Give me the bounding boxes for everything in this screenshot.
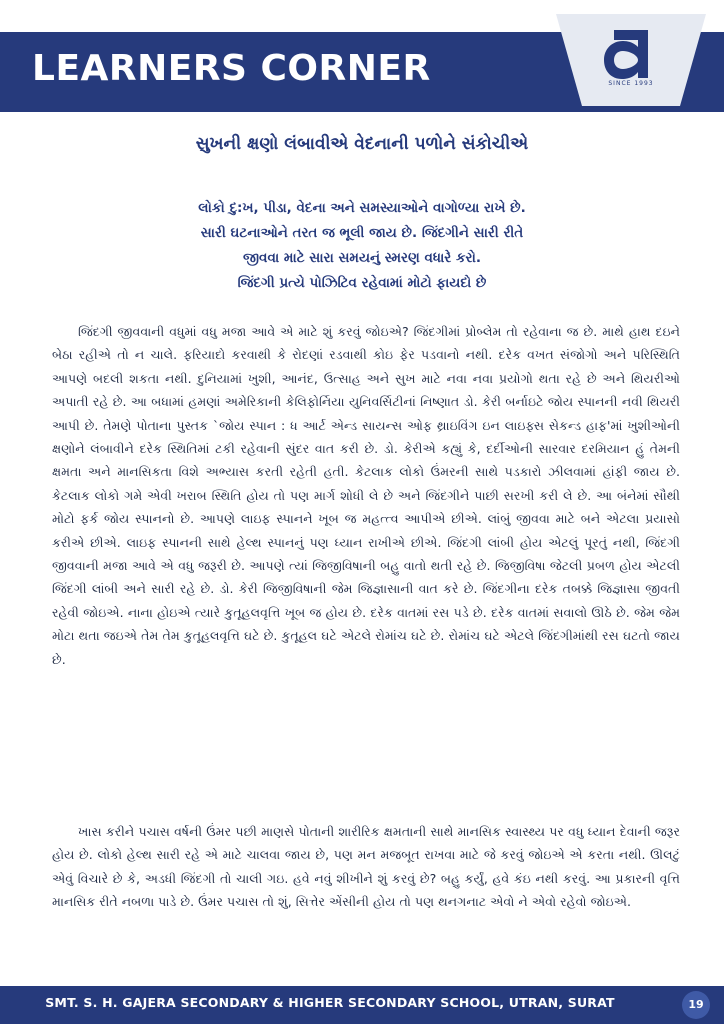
page-header (0, 32, 724, 112)
body-paragraph: ખાસ કરીને પચાસ વર્ષની ઉંમર પછી માણસે પોતાની શારીરિક ક્ષમતાની સાથે માનસિક સ્વાસ્થ્ય પર વધુ ધ્યાન દેવાની જરૂર હોય છે. લોકો હેલ્થ સારી રહે એ માટે ચાલવા જાય છે, પણ મન મજબૂત રાખવા માટે જે કરવું જોઇએ એ કરતા નથી. ઊલટું એવું વિચારે છે કે, અડધી જિંદગી તો ચાલી ગઇ. હવે નવું શીખીને શું કરવું છે? બહુ કર્યું, હવે કંઇ નથી કરવું. આ પ્રકારની વૃત્તિ માનસિક રીતે નબળા પાડે છે. ઉંમર પચાસ તો શું, સિત્તેર એંસીની હોય તો પણ થનગનાટ એવો ને એવો રહેવો જોઇએ. (52, 824, 680, 910)
page-number: 19 (682, 991, 710, 1019)
article-headline: સુખની ક્ષણો લંબાવીએ વેદનાની પળોને સંકોચીએ (195, 134, 529, 154)
intro-line: જિંદગી પ્રત્યે પોઝિટિવ રહેવામાં મોટો ફાયદો છે (237, 275, 487, 291)
logo-caption: SINCE 1993 (608, 80, 654, 87)
body-paragraph: જિંદગી જીવવાની વધુમાં વધુ મજા આવે એ માટે શું કરવું જોઇએ? જિંદગીમાં પ્રોબ્લેમ તો રહેવાના જ છે. માથે હાથ દઇને બેઠા રહીએ તો ન ચાલે. ફરિયાદો કરવાથી કે રોદણાં રડવાથી કોઇ ફેર પડવાનો નથી. દરેક વખત સંજોગો અને પરિસ્થિતિ આપણે બદલી શકતા નથી. દુનિયામાં ખુશી, આનંદ, ઉત્સાહ અને સુખ માટે નવા નવા પ્રયોગો થતા રહે છે અને થિયરીઓ અપાતી રહે છે. આ બધામાં હમણાં અમેરિકાની કેલિફોર્નિયા યુનિવર્સિટીનાં નિષ્ણાત ડો. કેરી બર્નાઇટે જોય સ્પાનની નવી થિયરી આપી છે. તેમણે પોતાના પુસ્તક `જોય સ્પાન : ધ આર્ટ એન્ડ સાયન્સ ઓફ થ્રાઇવિંગ ઇન લાઇફ્સ સેકન્ડ હાફ'માં ખુશીઓની ક્ષણોને લંબાવીને દરેક સ્થિતિમાં ટકી રહેવાની સુંદર વાત કરી છે. ડો. કેરીએ કહ્યું કે, દર્દીઓની સારવાર દરમિયાન હું તેમની ક્ષમતા અને માનસિકતા વિશે અભ્યાસ કરતી રહેતી હતી. કેટલાક લોકો ઉંમરની સાથે પડકારો ઝીલવામાં હાંફી જાય છે. કેટલાક લોકો ગમે એવી ખરાબ સ્થિતિ હોય તો પણ માર્ગ શોધી લે છે અને જિંદગીને પાછી સરખી કરી લે છે. આ બંનેમાં સૌથી મોટો ફર્ક જોય સ્પાનનો છે. આપણે લાઇફ સ્પાનને ખૂબ જ મહત્ત્વ આપીએ છીએ. લાંબું જીવવા માટે બને એટલા પ્રયાસો કરીએ છીએ. લાઇફ સ્પાનની સાથે હેલ્થ સ્પાનનું પણ ધ્યાન રાખીએ છીએ. જિંદગી લાંબી હોય એટલું પૂરતું નથી, જિંદગી જીવવાની મજા આવે એ વધુ જરૂરી છે. આપણે ત્યાં જિજીવિષાની બહુ વાતો થતી રહે છે. જિજીવિષા જેટલી પ્રબળ હોય એટલી જિંદગી લાંબી અને સારી રહે છે. ડો. કેરી જિજીવિષાની જેમ જિજ્ઞાસાની વાત કરે છે. જિંદગીના દરેક તબક્કે જિજ્ઞાસા જીવતી રહેવી જોઇએ. નાના હોઇએ ત્યારે કુતૂહલવૃત્તિ ખૂબ જ હોય છે. દરેક વાતમાં રસ પડે છે. દરેક વાતમાં સવાલો ઊઠે છે. જેમ જેમ મોટા થતા જઇએ તેમ તેમ કુતૂહલવૃત્તિ ઘટે છે. કુતૂહલ ઘટે એટલે રોમાંચ ઘટે છે. રોમાંચ ઘટે એટલે જિંદગીમાંથી રસ ઘટતો જાય છે. (52, 324, 680, 667)
page-footer (0, 986, 724, 1024)
article-intro (40, 196, 684, 296)
section-title: LEARNERS CORNER (32, 48, 431, 89)
intro-line: લોકો દુ:ખ, પીડા, વેદના અને સમસ્યાઓને વાગોળ્યા રાખે છે. (198, 200, 526, 216)
intro-line: સારી ઘટનાઓને તરત જ ભૂલી જાય છે. જિંદગીને સારી રીતે (200, 225, 524, 241)
intro-line: જીવવા માટે સારા સમયનું સ્મરણ વધારે કરો. (243, 250, 481, 266)
logo-icon (556, 14, 706, 106)
school-name: SMT. S. H. GAJERA SECONDARY & HIGHER SECONDARY SCHOOL, UTRAN, SURAT (45, 995, 615, 1010)
school-logo (556, 14, 706, 106)
